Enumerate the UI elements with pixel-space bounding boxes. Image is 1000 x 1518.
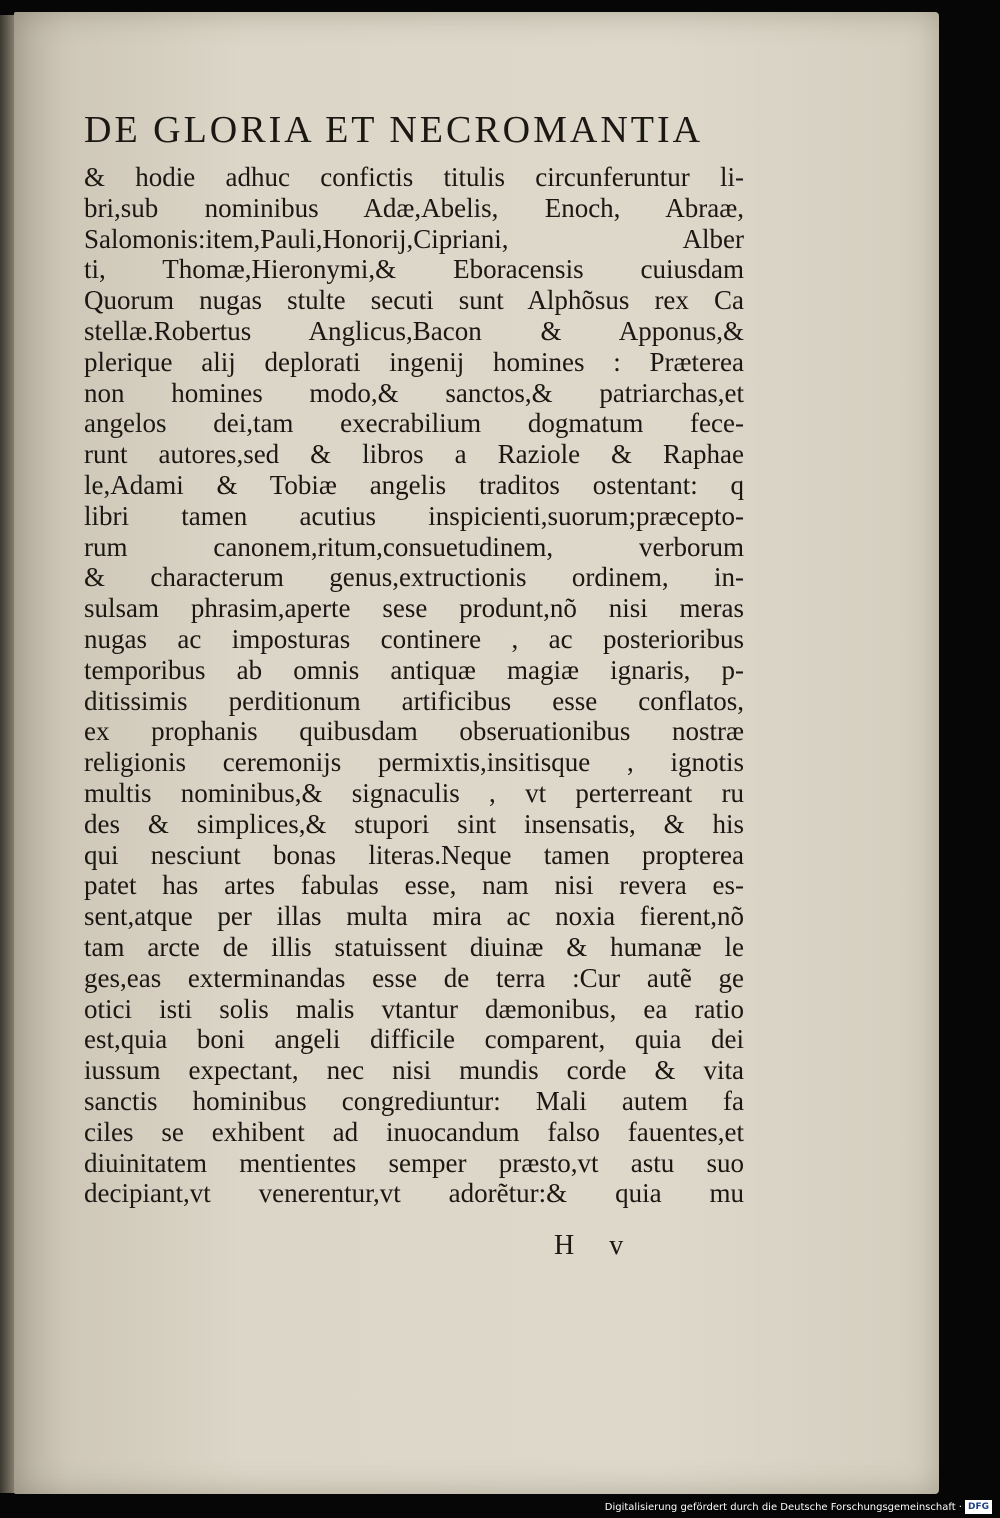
text-line: des & simplices,& stupori sint insensatis, & his	[84, 808, 744, 839]
text-line: ges,eas exterminandas esse de terra :Cur autẽ ge	[84, 962, 744, 993]
text-line: sulsam phrasim,aperte sese produnt,nõ nisi meras	[84, 593, 744, 624]
text-line: & hodie adhuc confictis titulis circunferuntur li-	[84, 162, 744, 192]
text-line: stellæ.Robertus Anglicus,Bacon & Apponus,&	[84, 315, 744, 346]
text-line: diuinitatem mentientes semper præsto,vt astu suo	[84, 1147, 744, 1178]
text-line: decipiant,vt venerentur,vt adorẽtur:& quia mu	[84, 1178, 744, 1209]
text-line: le,Adami & Tobiæ angelis traditos ostentant: q	[84, 469, 744, 500]
credit-text: Digitalisierung gefördert durch die Deutsche Forschungsgemeinschaft ·	[604, 1501, 962, 1513]
text-line: ditissimis perditionum artificibus esse conflatos,	[84, 685, 744, 716]
text-line: est,quia boni angeli difficile comparent, quia dei	[84, 1024, 744, 1055]
body-text	[84, 162, 744, 1209]
text-line: & characterum genus,extructionis ordinem, in-	[84, 562, 744, 593]
text-line: sanctis hominibus congrediuntur: Mali autem fa	[84, 1085, 744, 1116]
text-line: nugas ac imposturas continere , ac posterioribus	[84, 623, 744, 654]
text-line: plerique alij deplorati ingenij homines : Præterea	[84, 346, 744, 377]
text-line: otici isti solis malis vtantur dæmonibus, ea ratio	[84, 993, 744, 1024]
digitization-credit	[605, 1498, 992, 1516]
text-block	[84, 102, 744, 1209]
text-line: ex prophanis quibusdam obseruationibus nostræ	[84, 716, 744, 747]
text-line: temporibus ab omnis antiquæ magiæ ignaris, p-	[84, 654, 744, 685]
text-line: ciles se exhibent ad inuocandum falso fauentes,et	[84, 1116, 744, 1147]
text-line: runt autores,sed & libros a Raziole & Raphae	[84, 439, 744, 470]
text-line: rum canonem,ritum,consuetudinem, verborum	[84, 531, 744, 562]
text-line: non homines modo,& sanctos,& patriarchas,et	[84, 377, 744, 408]
text-line: ti, Thomæ,Hieronymi,& Eboracensis cuiusdam	[84, 254, 744, 285]
text-line: Salomonis:item,Pauli,Honorij,Cipriani, Alber	[84, 223, 744, 254]
book-page	[14, 12, 939, 1494]
text-line: multis nominibus,& signaculis , vt perterreant ru	[84, 777, 744, 808]
text-line: libri tamen acutius inspicienti,suorum;præcepto-	[84, 500, 744, 531]
running-head: DE GLORIA ET NECROMANTIA	[84, 109, 704, 151]
text-line: tam arcte de illis statuissent diuinæ & humanæ le	[84, 931, 744, 962]
text-line: iussum expectant, nec nisi mundis corde & vita	[84, 1055, 744, 1086]
text-line: patet has artes fabulas esse, nam nisi revera es-	[84, 870, 744, 901]
text-line: qui nesciunt bonas literas.Neque tamen propterea	[84, 839, 744, 870]
signature-mark: H v	[554, 1230, 638, 1261]
text-line: religionis ceremonijs permixtis,insitisque , ignotis	[84, 747, 744, 778]
text-line: angelos dei,tam execrabilium dogmatum fece-	[84, 408, 744, 439]
text-line: sent,atque per illas multa mira ac noxia fierent,nõ	[84, 901, 744, 932]
text-line: bri,sub nominibus Adæ,Abelis, Enoch, Abraæ,	[84, 192, 744, 223]
dfg-logo: DFG	[965, 1500, 992, 1514]
text-line: Quorum nugas stulte secuti sunt Alphõsus rex Ca	[84, 285, 744, 316]
